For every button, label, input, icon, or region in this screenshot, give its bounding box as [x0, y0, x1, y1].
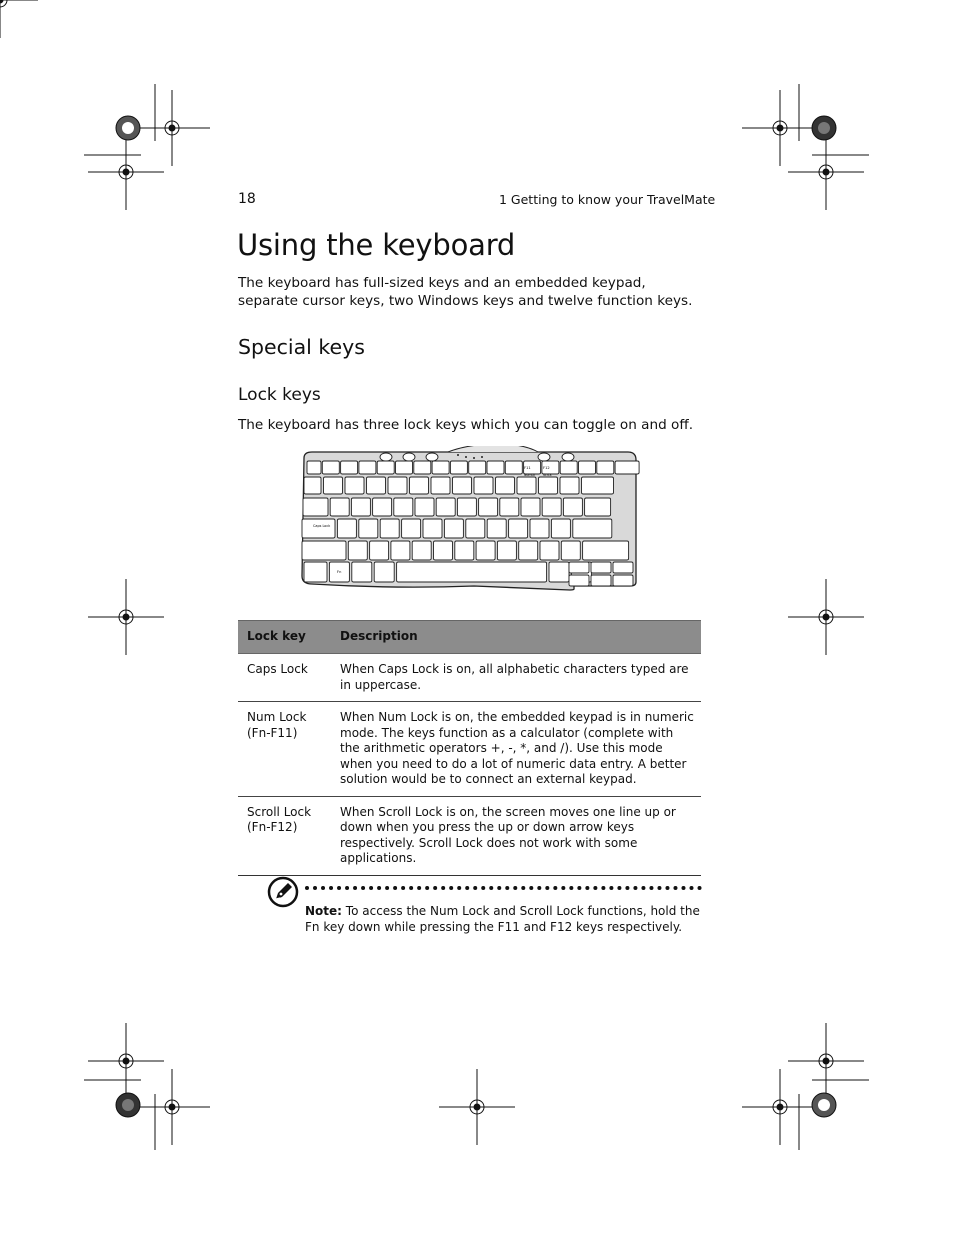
- keyboard-key: [351, 498, 370, 516]
- keyboard-key: [597, 461, 614, 474]
- keyboard-key: [337, 519, 356, 538]
- keyboard-key: [474, 477, 493, 494]
- keyboard-key: [434, 541, 453, 560]
- keyboard-key: [455, 541, 474, 560]
- header-description: Description: [331, 621, 701, 654]
- keyboard-key: [487, 461, 504, 474]
- keyboard-key: [345, 477, 364, 494]
- keyboard-key: [466, 519, 485, 538]
- keyboard-key: [302, 519, 335, 538]
- keyboard-key: [500, 498, 519, 516]
- keyboard-key: [613, 575, 633, 586]
- keyboard-key: [402, 519, 421, 538]
- keyboard-key: [359, 519, 378, 538]
- note-text: [305, 903, 703, 935]
- keyboard-key: [551, 519, 570, 538]
- keyboard-key: [397, 562, 547, 582]
- running-header: 1 Getting to know your TravelMate: [499, 192, 716, 207]
- keyboard-key: [487, 519, 506, 538]
- star-target-icon: [116, 116, 836, 1117]
- keyboard-key: [519, 541, 538, 560]
- lock-key-name: Num Lock (Fn-F11): [238, 702, 331, 797]
- keyboard-key: [415, 498, 434, 516]
- f11-key-sublabel: NumLk: [524, 473, 536, 477]
- keyboard-key: [359, 461, 376, 474]
- lock-key-description: When Num Lock is on, the embedded keypad is in numeric mode. The keys function as a calculator (complete with the arithmetic operators +, -, *, and /). Use this mode when you need to do a lot of numeric data entry. A better solution would be to connect an external keypad.: [331, 702, 701, 797]
- keyboard-key: [374, 562, 394, 582]
- keyboard-key: [436, 498, 455, 516]
- lock-key-description: When Caps Lock is on, all alphabetic characters typed are in uppercase.: [331, 654, 701, 702]
- page-title: Using the keyboard: [237, 228, 516, 262]
- note-body: To access the Num Lock and Scroll Lock functions, hold the Fn key down while pressing the F11 and F12 keys respectively.: [305, 904, 700, 934]
- fn-key-label: Fn: [337, 570, 342, 574]
- page-number: 18: [238, 191, 256, 207]
- lock-key-description: When Scroll Lock is on, the screen moves one line up or down when you press the up or down arrow keys respectively. Scroll Lock does not work with some applications.: [331, 796, 701, 875]
- keyboard-key: [324, 477, 343, 494]
- intro-paragraph: The keyboard has full-sized keys and an embedded keypad, separate cursor keys, two Windows keys and twelve function keys.: [238, 275, 693, 309]
- table-row: [238, 654, 701, 702]
- subsection-heading: Lock keys: [238, 385, 321, 405]
- keyboard-key: [585, 498, 611, 516]
- keyboard-key: [304, 477, 321, 494]
- crosshair-mark-icon: [0, 0, 38, 38]
- keyboard-key: [453, 477, 472, 494]
- keyboard-key: [444, 519, 463, 538]
- keyboard-illustration: [298, 446, 642, 592]
- keyboard-key: [542, 498, 561, 516]
- table-row: [238, 796, 701, 875]
- keyboard-key: [304, 562, 327, 582]
- keyboard-key: [476, 541, 495, 560]
- keyboard-key: [380, 519, 399, 538]
- keyboard-key: [373, 498, 392, 516]
- keyboard-key: [569, 562, 589, 573]
- keyboard-key: [579, 461, 596, 474]
- keyboard-key: [414, 461, 431, 474]
- keyboard-key: [322, 461, 339, 474]
- lock-key-name: Scroll Lock (Fn-F12): [238, 796, 331, 875]
- keyboard-key: [479, 498, 498, 516]
- keyboard-key: [517, 477, 536, 494]
- keyboard-key: [352, 562, 372, 582]
- keyboard-key: [410, 477, 429, 494]
- keyboard-key: [509, 519, 528, 538]
- keyboard-key: [348, 541, 367, 560]
- section-heading: Special keys: [238, 335, 365, 359]
- keyboard-key: [497, 541, 516, 560]
- f12-key-label: F12: [543, 466, 550, 470]
- keyboard-key: [521, 498, 540, 516]
- note-label: Note:: [305, 904, 342, 918]
- header-lock-key: Lock key: [238, 621, 331, 654]
- keyboard-key: [388, 477, 407, 494]
- lock-keys-table: [238, 620, 701, 876]
- keyboard-key: [457, 498, 476, 516]
- keyboard-key: [432, 461, 449, 474]
- keyboard-key: [412, 541, 431, 560]
- f11-key-label: F11: [524, 466, 531, 470]
- keyboard-key: [615, 461, 639, 474]
- keyboard-key: [563, 498, 582, 516]
- keyboard-key: [469, 461, 486, 474]
- keyboard-key: [569, 575, 589, 586]
- keyboard-key: [391, 541, 410, 560]
- keyboard-key: [303, 498, 328, 516]
- keyboard-key: [367, 477, 386, 494]
- keyboard-key: [423, 519, 442, 538]
- keyboard-key: [549, 562, 569, 582]
- keyboard-key: [561, 541, 580, 560]
- note-divider: [305, 886, 702, 890]
- keyboard-key: [573, 519, 612, 538]
- keyboard-key: [450, 461, 467, 474]
- lock-keys-intro: The keyboard has three lock keys which you can toggle on and off.: [238, 417, 694, 433]
- keyboard-key: [307, 461, 321, 474]
- keyboard-key: [591, 575, 611, 586]
- keyboard-key: [505, 461, 522, 474]
- keyboard-key: [560, 461, 577, 474]
- keyboard-key: [582, 477, 614, 494]
- keyboard-key: [530, 519, 549, 538]
- lock-key-name: Caps Lock: [238, 654, 331, 702]
- note-pen-icon: [267, 876, 299, 908]
- keyboard-key: [377, 461, 394, 474]
- caps-lock-key-label: Caps Lock: [313, 524, 331, 528]
- keyboard-key: [396, 461, 413, 474]
- keyboard-key: [341, 461, 358, 474]
- keyboard-key: [560, 477, 579, 494]
- keyboard-key: [583, 541, 629, 560]
- keyboard-key: [394, 498, 413, 516]
- keyboard-key: [613, 562, 633, 573]
- keyboard-key: [591, 562, 611, 573]
- table-header-row: [238, 621, 701, 654]
- keyboard-key: [496, 477, 515, 494]
- f12-key-sublabel: ScrLk: [543, 473, 552, 477]
- keyboard-key: [540, 541, 559, 560]
- keyboard-key: [330, 498, 349, 516]
- table-row: [238, 702, 701, 797]
- keyboard-key: [370, 541, 389, 560]
- keyboard-key: [302, 541, 346, 560]
- keyboard-key: [431, 477, 450, 494]
- keyboard-key: [539, 477, 558, 494]
